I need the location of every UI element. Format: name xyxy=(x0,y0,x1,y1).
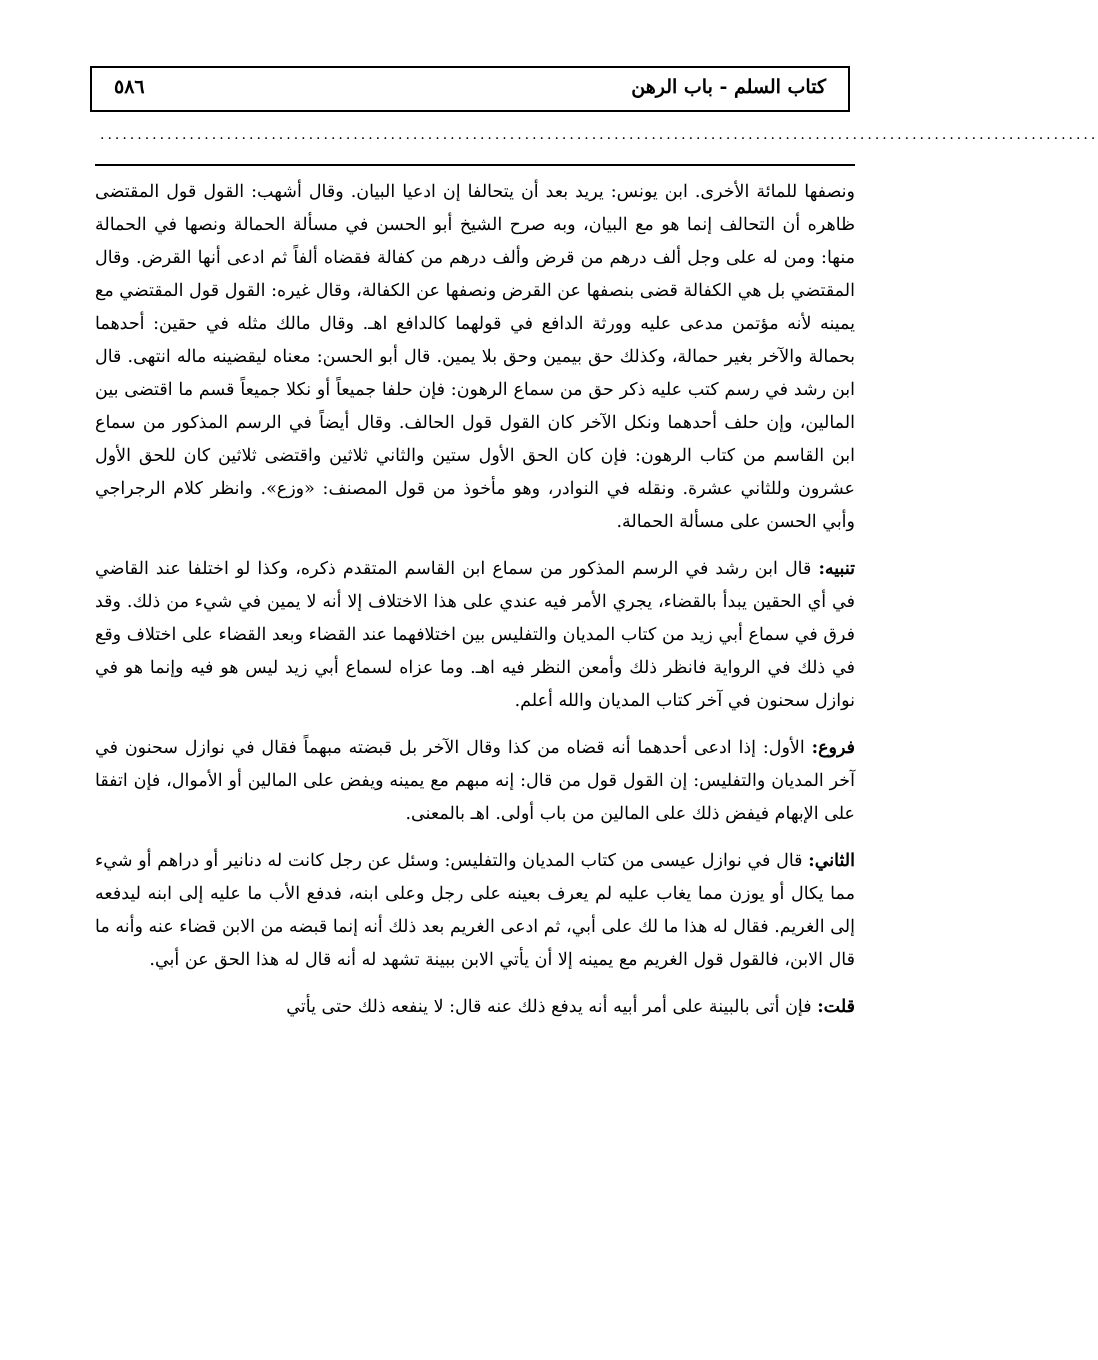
paragraph-text: الأول: إذا ادعى أحدهما أنه قضاه من كذا وقال الآخر بل قبضته مبهماً فقال في نوازل سحنون في آخر المديان والتفليس: إن القول قول من قال: إنه مبهم مع يمينه ويفض على المالين أو الأموال، فإن اتفقا على الإبهام فيفض ذلك على المالين من باب أولى. اهـ بالمعنى. xyxy=(95,738,855,824)
header-title: كتاب السلم - باب الرهن xyxy=(631,76,826,98)
paragraph-lead: قلت: xyxy=(817,997,855,1017)
paragraph-lead: فروع: xyxy=(811,738,855,758)
paragraph-1 xyxy=(95,176,855,539)
horizontal-rule xyxy=(95,164,855,166)
paragraph-thani xyxy=(95,845,855,977)
paragraph-text: فإن أتى بالبينة على أمر أبيه أنه يدفع ذلك عنه قال: لا ينفعه ذلك حتى يأتي xyxy=(286,997,818,1017)
paragraph-text: قال في نوازل عيسى من كتاب المديان والتفليس: وسئل عن رجل كانت له دنانير أو دراهم أو شيء مما يكال أو يوزن مما يغاب عليه لم يعرف بعينه على رجل وعلى ابنه، فدفع الأب ما عليه إلى ابنه ليدفعه إلى الغريم. فقال له هذا ما لك على أبي، ثم ادعى الغريم بعد ذلك أنه إنما قبضه من الابن قضاء عنه وأنه ما قال الابن، فالقول قول الغريم مع يمينه إلا أن يأتي الابن ببينة تشهد له أنه قال له هذا الحق عن أبي. xyxy=(95,851,855,970)
paragraph-tanbih xyxy=(95,553,855,718)
dotted-separator: ...................................................................................................................................... xyxy=(100,127,1098,143)
paragraph-text: قال ابن رشد في الرسم المذكور من سماع ابن القاسم المتقدم ذكره، وكذا لو اختلفا عند القاضي في أي الحقين يبدأ بالقضاء، يجري الأمر فيه عندي على هذا الاختلاف إلا أنه لا يمين في شيء من ذلك. وقد فرق في سماع أبي زيد من كتاب المديان والتفليس بين اختلافهما عند القضاء وبعد القضاء على اختلاف وقع في ذلك في الرواية فانظر ذلك وأمعن النظر فيه اهـ. وما عزاه لسماع أبي زيد ليس هو فيه وإنما هو في نوازل سحنون في آخر كتاب المديان والله أعلم. xyxy=(95,559,855,711)
paragraph-qultu xyxy=(95,991,855,1024)
page-number: ٥٨٦ xyxy=(114,76,145,98)
paragraph-lead: تنبيه: xyxy=(818,559,855,579)
paragraph-lead: الثاني: xyxy=(808,851,855,871)
running-header xyxy=(90,66,850,112)
paragraph-text: ونصفها للمائة الأخرى. ابن يونس: يريد بعد أن يتحالفا إن ادعيا البيان. وقال أشهب: القول قول المقتضى ظاهره أن التحالف إنما هو مع البيان، وبه صرح الشيخ أبو الحسن في مسألة الحمالة ونصها في الحمالة منها: ومن له على وجل ألف درهم من قرض وألف درهم من كفالة فقضاه ألفاً ثم ادعى أنها القرض. وقال المقتضي بل هي الكفالة قضى بنصفها عن القرض ونصفها عن الكفالة، وقال غيره: القول قول المقتضي مع يمينه لأنه مؤتمن مدعى عليه وورثة الدافع في قولهما كالدافع اهـ. وقال مالك مثله في حقين: أحدهما بحمالة والآخر بغير حمالة، وكذلك حق بيمين وحق بلا يمين. قال أبو الحسن: معناه ليقضينه ماله انتهى. قال ابن رشد في رسم كتب عليه ذكر حق من سماع الرهون: فإن حلفا جميعاً أو نكلا جميعاً قسم ما اقتضى بين المالين، وإن حلف أحدهما ونكل الآخر كان القول قول الحالف. وقال أيضاً في الرسم المذكور من سماع ابن القاسم من كتاب الرهون: فإن كان الحق الأول ستين والثاني ثلاثين واقتضى ثلاثين كان للحق الأول عشرون وللثاني عشرة. ونقله في النوادر، وهو مأخوذ من قول المصنف: «وزع». وانظر كلام الرجراجي وأبي الحسن على مسألة الحمالة. xyxy=(95,182,855,532)
paragraph-furu xyxy=(95,732,855,831)
page-body xyxy=(95,176,855,1024)
